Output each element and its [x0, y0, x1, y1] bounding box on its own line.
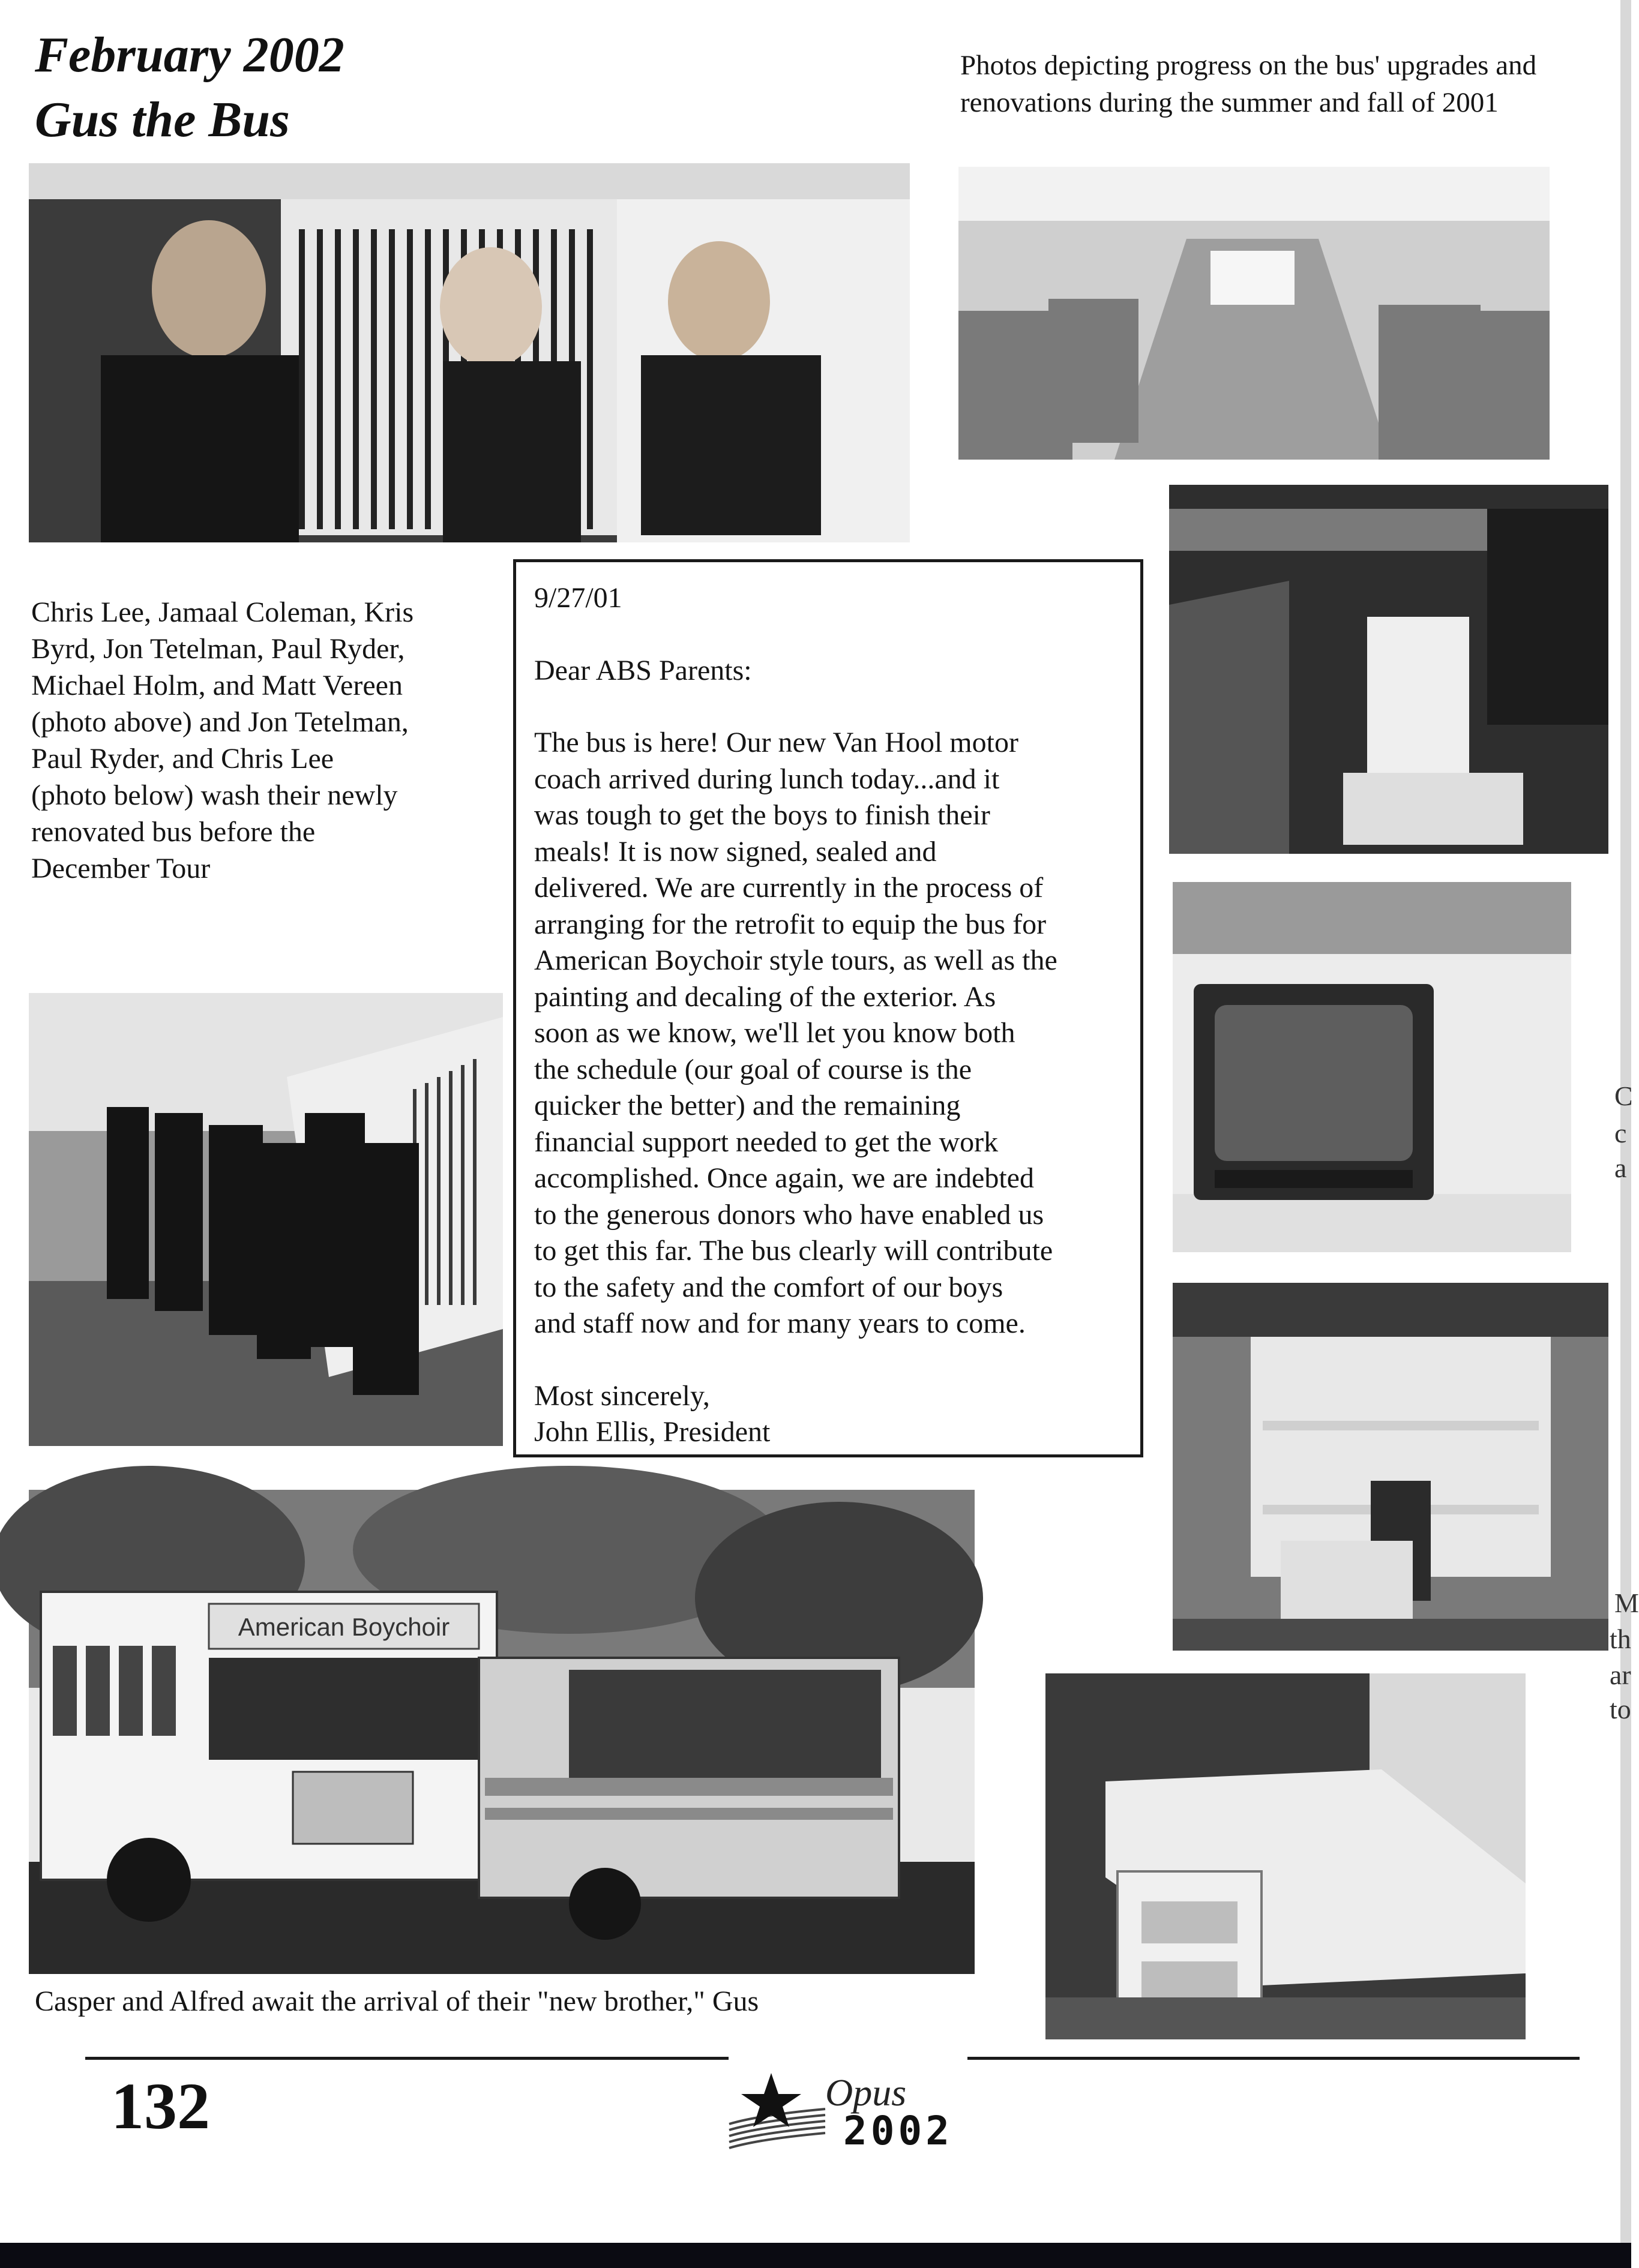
caption-line: December Tour	[31, 853, 211, 884]
photo-renovation-shelving	[1173, 1283, 1608, 1651]
photo-renovation-tv	[1173, 882, 1571, 1252]
letter-line: was tough to get the boys to finish their	[534, 799, 990, 831]
caption-line: Paul Ryder, and Chris Lee	[31, 743, 334, 775]
caption-line: Chris Lee, Jamaal Coleman, Kris	[31, 596, 414, 628]
letter-date: 9/27/01	[534, 582, 622, 614]
title-date: February 2002	[35, 27, 344, 83]
letter-line: to the safety and the comfort of our boys	[534, 1271, 1003, 1303]
letter-line: American Boychoir style tours, as well as the	[534, 944, 1057, 976]
page-number: 132	[111, 2069, 210, 2143]
caption-line: (photo below) wash their newly	[31, 779, 398, 811]
letter-line: meals! It is now signed, sealed and	[534, 835, 937, 868]
letter-line: The bus is here! Our new Van Hool motor	[534, 727, 1018, 758]
photo-boys-washing-bus-top	[29, 163, 910, 542]
letter-line: quicker the better) and the remaining	[534, 1090, 961, 1121]
edge-fragment: to	[1610, 1694, 1631, 1724]
footer-rule-right	[967, 2057, 1580, 2060]
photo-renovation-seats	[958, 167, 1550, 460]
letter-line: accomplished. Once again, we are indebted	[534, 1162, 1034, 1194]
edge-fragment: M	[1614, 1588, 1639, 1618]
letter-signature: John Ellis, President	[534, 1416, 771, 1448]
letter-body	[534, 725, 1140, 1342]
letter-salutation: Dear ABS Parents:	[534, 654, 752, 686]
top-caption-line: renovations during the summer and fall of 2001	[960, 87, 1499, 118]
star-flag-icon	[723, 2067, 831, 2151]
caption-line: Byrd, Jon Tetelman, Paul Ryder,	[31, 633, 405, 665]
edge-fragment: c	[1614, 1118, 1627, 1148]
letter-line: financial support needed to get the work	[534, 1126, 999, 1158]
caption-line: (photo above) and Jon Tetelman,	[31, 706, 409, 738]
edge-fragment: th	[1610, 1624, 1631, 1654]
top-caption	[960, 47, 1626, 121]
buses-caption: Casper and Alfred await the arrival of their "new brother," Gus	[35, 1985, 759, 2017]
caption-line: Michael Holm, and Matt Vereen	[31, 670, 403, 701]
letter-line: to the generous donors who have enabled us	[534, 1198, 1044, 1231]
logo-word: Opus	[825, 2071, 907, 2114]
photo-renovation-cabinet	[1045, 1673, 1526, 2039]
letter-line: painting and decaling of the exterior. As	[534, 980, 996, 1013]
photo-boys-washing-bus-lower	[29, 993, 503, 1446]
photo-buses	[29, 1490, 975, 1974]
caption-line: renovated bus before the	[31, 816, 316, 848]
boys-caption	[31, 594, 505, 887]
edge-fragment: ar	[1610, 1660, 1631, 1690]
letter-closing: Most sincerely,	[534, 1379, 710, 1412]
top-caption-line: Photos depicting progress on the bus' upgrades and	[960, 50, 1537, 81]
letter-line: and staff now and for many years to come.	[534, 1307, 1026, 1339]
letter-line: soon as we know, we'll let you know both	[534, 1017, 1015, 1049]
scan-border	[0, 2243, 1631, 2268]
letter-line: delivered. We are currently in the process of	[534, 872, 1044, 904]
letter-line: the schedule (our goal of course is the	[534, 1053, 972, 1085]
title-subject: Gus the Bus	[35, 92, 290, 148]
bus-sign-text: American Boychoir	[238, 1613, 450, 1641]
opus-logo	[723, 2067, 975, 2154]
edge-fragment: a	[1614, 1153, 1627, 1183]
footer-rule-left	[85, 2057, 729, 2060]
page-title	[35, 23, 344, 152]
letter-line: arranging for the retrofit to equip the bus for	[534, 908, 1047, 940]
edge-fragment: C	[1614, 1081, 1633, 1111]
letter-line: coach arrived during lunch today...and it	[534, 763, 1000, 795]
logo-year: 2002	[843, 2108, 953, 2154]
letter-line: to get this far. The bus clearly will contribute	[534, 1235, 1053, 1267]
photo-renovation-interior	[1169, 485, 1608, 854]
letter-box	[513, 559, 1143, 1457]
